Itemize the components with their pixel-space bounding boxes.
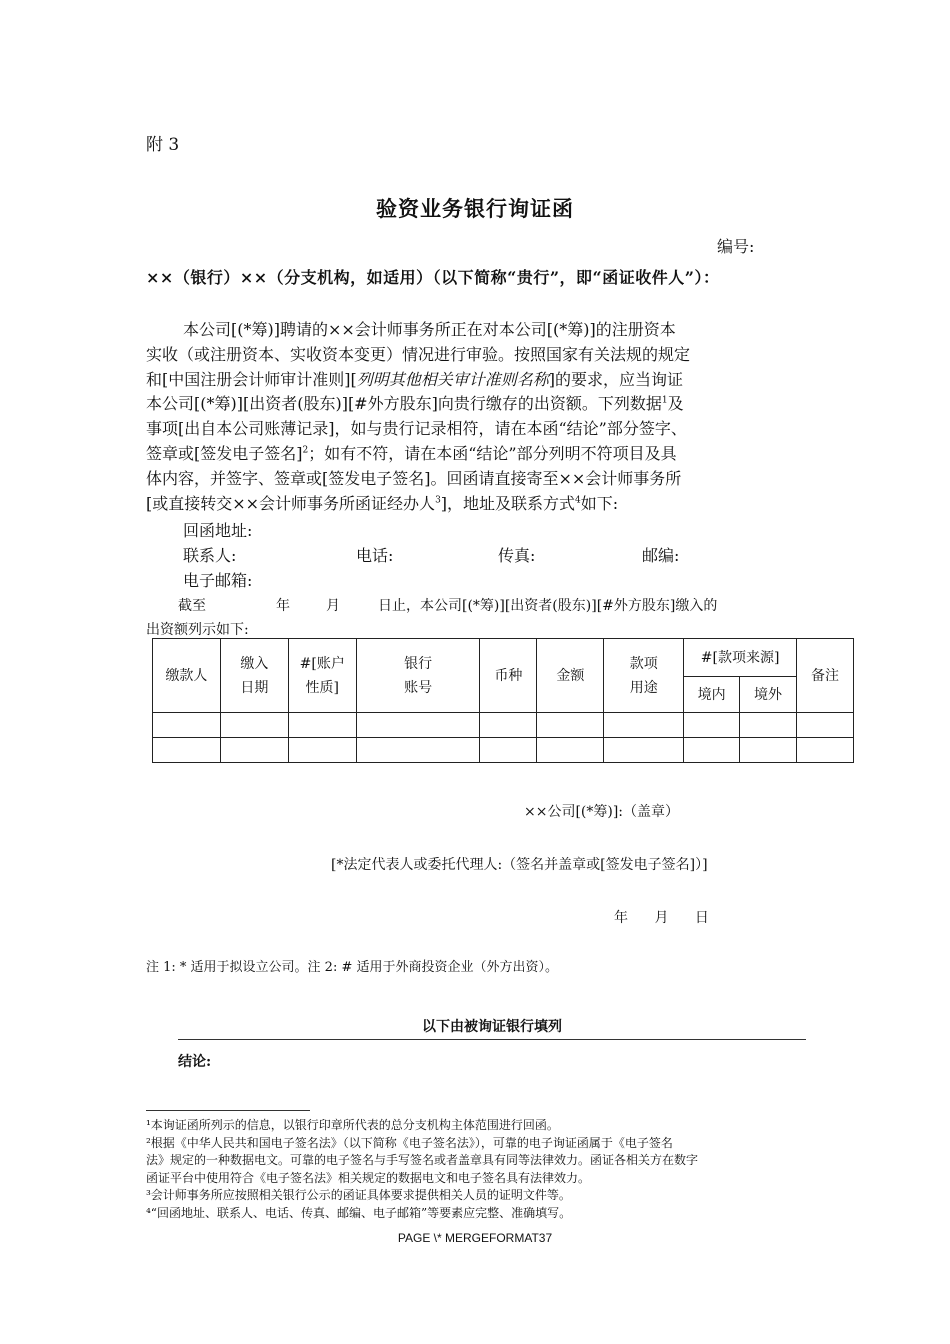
header-payer: 缴款人 <box>153 639 221 713</box>
footnote-divider <box>146 1110 310 1111</box>
email-label: 电子邮箱: <box>183 571 253 590</box>
footnote-2: ²根据《中华人民共和国电子签名法》（以下简称《电子签名法》），可靠的电子询证函属于《电子签名 <box>146 1135 673 1150</box>
header-remarks: 备注 <box>797 639 854 713</box>
footnote-1: ¹本询证函所列示的信息，以银行印章所代表的总分支机构主体范围进行回函。 <box>146 1118 559 1132</box>
table-row <box>153 713 854 738</box>
footnote-ref: 4 <box>575 495 581 506</box>
company-seal-line: ××公司[(*筹)]:（盖章） <box>524 804 680 820</box>
page-number-field: PAGE \* MERGEFORMAT37 <box>397 1231 553 1245</box>
return-address-label: 回函地址: <box>183 521 253 540</box>
cutoff-year: 年 <box>276 598 290 614</box>
cutoff-month: 月 <box>326 598 340 614</box>
cutoff-prefix: 截至 <box>178 598 206 614</box>
header-fund-source: #[款项来源] <box>684 639 797 677</box>
header-deposit-date: 缴入 日期 <box>220 639 288 713</box>
body-line: 本公司[(*筹)]聘请的××会计师事务所正在对本公司[(*筹)]的注册资本 <box>183 320 676 339</box>
phone-label: 电话: <box>356 546 394 565</box>
body-paragraph <box>146 318 816 516</box>
notes: 注 1: * 适用于拟设立公司。注 2: # 适用于外商投资企业（外方出资）。 <box>146 960 558 975</box>
bank-section-title: 以下由被询证银行填列 <box>178 1016 806 1040</box>
footnote-ref: 1 <box>661 396 668 407</box>
cutoff-line2: 出资额列示如下: <box>146 622 249 638</box>
body-line: 体内容，并签字、签章或[签发电子签名]。回函请直接寄至××会计师事务所 <box>146 468 682 488</box>
fax-label: 传真: <box>498 546 536 565</box>
body-line: 和[中国注册会计师审计准则][列明其他相关审计准则名称]的要求，应当询证 <box>146 369 683 389</box>
footnote-3: ³会计师事务所应按照相关银行公示的函证具体要求提供相关人员的证明文件等。 <box>146 1188 571 1202</box>
header-amount: 金额 <box>537 639 604 713</box>
document-number-label: 编号: <box>717 237 755 256</box>
body-line: 实收（或注册资本、实收资本变更）情况进行审验。按照国家有关法规的规定 <box>146 344 691 364</box>
header-bank-account: 银行 账号 <box>356 639 480 713</box>
body-line: 本公司[(*筹)][出资者(股东)][#外方股东]向贵行缴存的出资额。下列数据$^1$及 <box>146 394 684 414</box>
cutoff-suffix: 日止，本公司[(*筹)][出资者(股东)][#外方股东]缴入的 <box>378 598 718 614</box>
annex-label: 附 3 <box>146 135 180 155</box>
footnote-ref: 2 <box>302 445 309 456</box>
cutoff-statement <box>146 594 816 642</box>
addressee: ××（银行）××（分支机构，如适用）（以下简称“贵行”，即“函证收件人”）： <box>146 268 720 287</box>
deposit-table <box>152 638 854 763</box>
header-foreign: 境外 <box>740 677 797 713</box>
body-line: 事项[出自本公司账薄记录]，如与贵行记录相符，请在本函“结论”部分签字、 <box>146 419 687 439</box>
body-line: [或直接转交××会计师事务所函证经办人$^3$]，地址及联系方式$^4$如下: <box>146 493 619 513</box>
footnote-4: ⁴“回函地址、联系人、电话、传真、邮编、电子邮箱”等要素应完整、准确填写。 <box>146 1205 572 1220</box>
conclusion-label: 结论: <box>178 1054 212 1070</box>
footnotes <box>146 1117 816 1222</box>
footnote-ref: 3 <box>435 495 441 506</box>
signature-date: 年 月 日 <box>614 910 709 926</box>
legal-representative-line: [*法定代表人或委托代理人:（签名并盖章或[签发电子签名]）] <box>331 857 708 873</box>
postcode-label: 邮编: <box>642 546 680 565</box>
document-title: 验资业务银行询证函 <box>376 196 574 221</box>
header-domestic: 境内 <box>684 677 740 713</box>
table-row <box>153 738 854 763</box>
header-purpose: 款项 用途 <box>604 639 684 713</box>
header-account-type: #[账户 性质] <box>288 639 356 713</box>
contact-person-label: 联系人: <box>183 546 237 565</box>
body-line: 签章或[签发电子签名]$^2$；如有不符，请在本函“结论”部分列明不符项目及具 <box>146 443 677 463</box>
header-currency: 币种 <box>480 639 537 713</box>
italic-placeholder: 列明其他相关审计准则名称 <box>356 369 549 389</box>
footnote-2-cont: 法》规定的一种数据电文。可靠的电子签名与手写签名或者盖章具有同等法律效力。函证各相关方在数字 <box>146 1153 699 1167</box>
footnote-2-cont: 函证平台中使用符合《电子签名法》相关规定的数据电文和电子签名具有法律效力。 <box>146 1170 591 1185</box>
